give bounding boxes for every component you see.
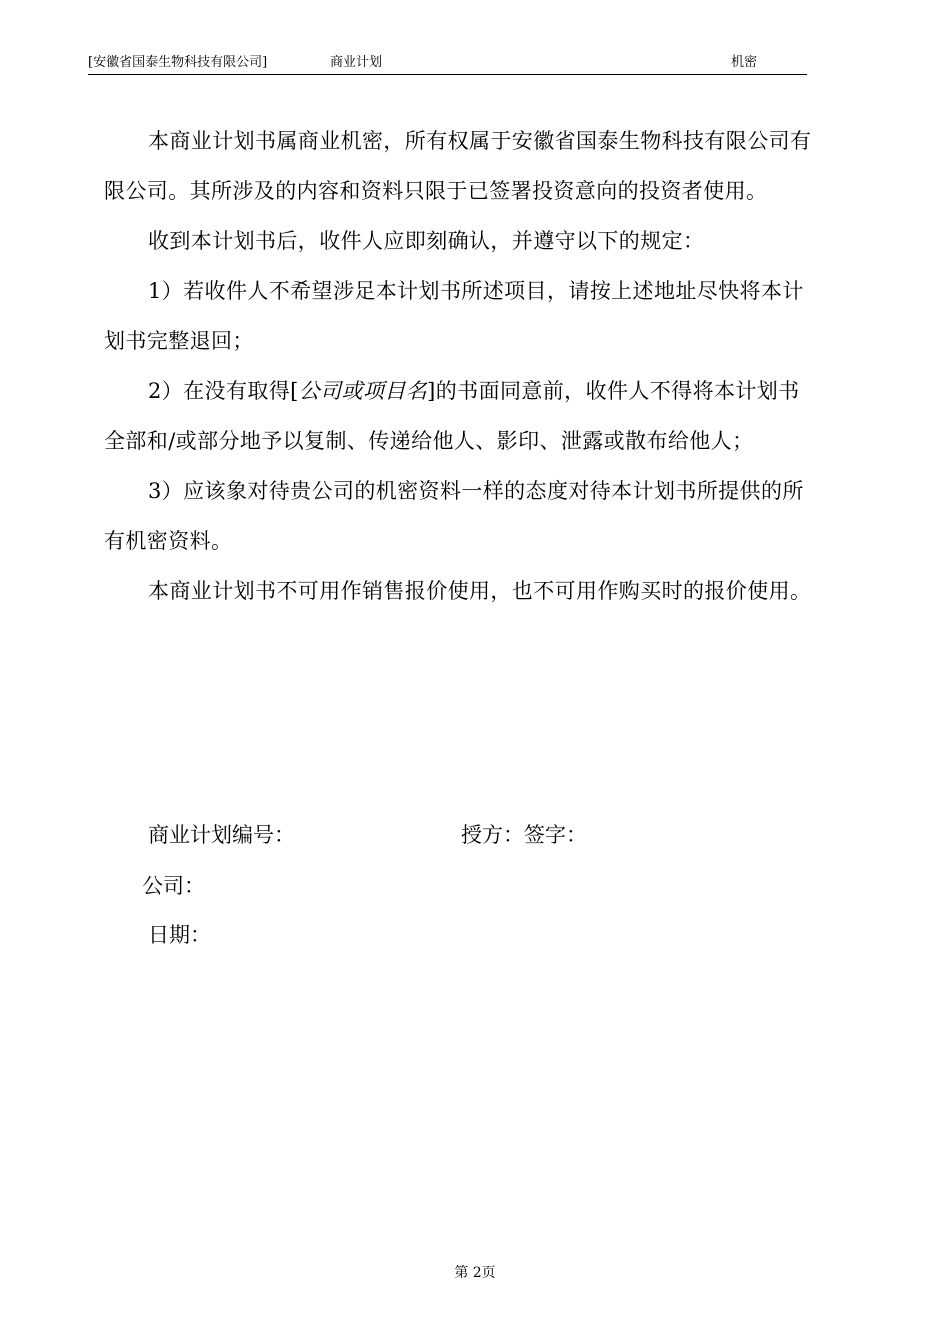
rule-2-text-end: ]的书面同意前，收件人不得将本计划书全部和/或部分地予以复制、传递给他人、影印、泄露或散布给他人； <box>104 379 800 453</box>
paragraph-ownership: 本商业计划书属商业机密，所有权属于安徽省国泰生物科技有限公司有限公司。其所涉及的内容和资料只限于已签署投资意向的投资者使用。 <box>104 129 812 203</box>
page-number: 第 2页 <box>454 1265 496 1281</box>
header-company: [安徽省国泰生物科技有限公司] <box>88 55 268 70</box>
date-label: 日期： <box>148 923 211 947</box>
company-label: 公司： <box>142 874 205 898</box>
paragraph-rule-3: 3）应该象对待贵公司的机密资料一样的态度对待本计划书所提供的所有机密资料。 <box>104 479 804 553</box>
page-header <box>88 54 807 75</box>
header-confidential: 机密 <box>731 55 758 70</box>
paragraph-receipt: 收到本计划书后，收件人应即刻确认，并遵守以下的规定： <box>148 229 705 253</box>
rule-2-text-start: 2）在没有取得[ <box>148 379 299 403</box>
paragraph-no-quotation: 本商业计划书不可用作销售报价使用，也不可用作购买时的报价使用。 <box>148 579 812 603</box>
document-body <box>104 116 816 616</box>
header-doc-title: 商业计划 <box>330 55 383 70</box>
paragraph-rule-2 <box>104 366 816 466</box>
company-project-name-placeholder: 公司或项目名 <box>298 379 428 403</box>
paragraph-rule-1: 1）若收件人不希望涉足本计划书所述项目，请按上述地址尽快将本计划书完整退回； <box>104 279 804 353</box>
authorization-signature-label: 授方：签字： <box>461 823 587 847</box>
plan-number-label: 商业计划编号： <box>148 823 295 847</box>
